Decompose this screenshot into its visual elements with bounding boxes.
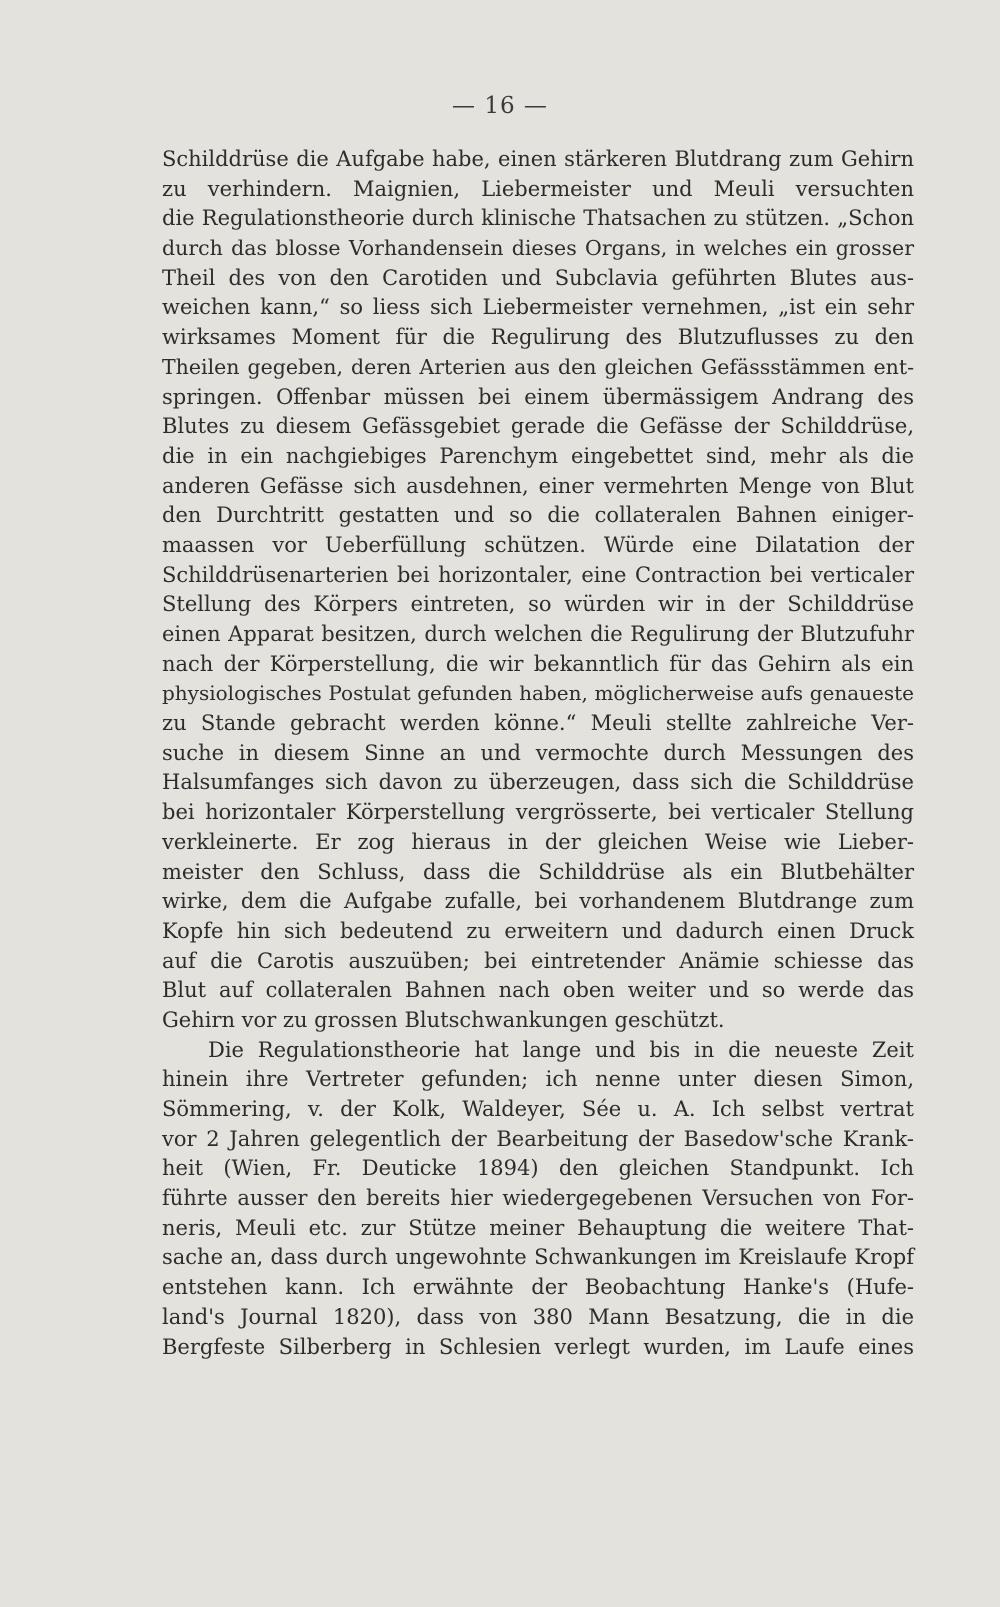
text-line: zu verhindern. Maignien, Liebermeister und Meuli versuchten [162, 176, 914, 201]
text-line: hinein ihre Vertreter gefunden; ich nenne unter diesen Simon, [162, 1067, 914, 1092]
page-number: — 16 — [452, 93, 548, 119]
text-line: weichen kann,“ so liess sich Liebermeister vernehmen, „ist ein sehr [162, 295, 914, 320]
text-line: Theil des von den Carotiden und Subclavia geführten Blutes aus- [162, 265, 914, 290]
text-line: vor 2 Jahren gelegentlich der Bearbeitung der Basedow'sche Krank- [162, 1126, 914, 1151]
text-line: anderen Gefässe sich ausdehnen, einer vermehrten Menge von Blut [162, 473, 914, 498]
text-line: sache an, dass durch ungewohnte Schwankungen im Kreislaufe Kropf [162, 1245, 914, 1270]
text-line: bei horizontaler Körperstellung vergrösserte, bei verticaler Stellung [162, 800, 914, 825]
text-line: verkleinerte. Er zog hieraus in der gleichen Weise wie Lieber- [162, 829, 914, 854]
text-line: Stellung des Körpers eintreten, so würden wir in der Schilddrüse [162, 592, 914, 617]
text-line: die in ein nachgiebiges Parenchym eingebettet sind, mehr als die [162, 443, 914, 468]
body-text [162, 145, 914, 1362]
text-line: Blut auf collateralen Bahnen nach oben weiter und so werde das [162, 978, 914, 1003]
text-line: springen. Offenbar müssen bei einem übermässigem Andrang des [162, 384, 914, 409]
text-line: durch das blosse Vorhandensein dieses Organs, in welches ein grosser [162, 236, 914, 261]
text-line: Blutes zu diesem Gefässgebiet gerade die Gefässe der Schilddrüse, [162, 414, 914, 439]
text-line: wirke, dem die Aufgabe zufalle, bei vorhandenem Blutdrange zum [162, 889, 914, 914]
paragraph-last-line: Gehirn vor zu grossen Blutschwankungen geschützt. [162, 1007, 725, 1032]
text-line: physiologisches Postulat gefunden haben, möglicherweise aufs genaueste [162, 681, 914, 706]
text-line: Schilddrüsenarterien bei horizontaler, eine Contraction bei verticaler [162, 562, 914, 587]
text-line: zu Stande gebracht werden könne.“ Meuli stellte zahlreiche Ver- [162, 711, 914, 736]
text-line: maassen vor Ueberfüllung schützen. Würde eine Dilatation der [162, 532, 914, 557]
text-line: meister den Schluss, dass die Schilddrüse als ein Blutbehälter [162, 859, 914, 884]
text-line: Theilen gegeben, deren Arterien aus den gleichen Gefässstämmen ent- [162, 354, 914, 379]
text-line: die Regulationstheorie durch klinische Thatsachen zu stützen. „Schon [162, 206, 914, 231]
text-line: Halsumfanges sich davon zu überzeugen, dass sich die Schilddrüse [162, 770, 914, 795]
text-line: nach der Körperstellung, die wir bekanntlich für das Gehirn als ein [162, 651, 914, 676]
text-line: einen Apparat besitzen, durch welchen die Regulirung der Blutzufuhr [162, 622, 914, 646]
text-line: führte ausser den bereits hier wiedergegebenen Versuchen von For- [162, 1186, 914, 1211]
text-line: Schilddrüse die Aufgabe habe, einen stärkeren Blutdrang zum Gehirn [162, 147, 914, 171]
paragraph-first-line: Die Regulationstheorie hat lange und bis in die neueste Zeit [208, 1037, 914, 1062]
text-line: suche in diesem Sinne an und vermochte durch Messungen des [162, 740, 914, 765]
text-line: Sömmering, v. der Kolk, Waldeyer, Sée u. A. Ich selbst vertrat [162, 1097, 914, 1121]
text-line: heit (Wien, Fr. Deuticke 1894) den gleichen Standpunkt. Ich [162, 1156, 914, 1181]
text-line: Kopfe hin sich bedeutend zu erweitern und dadurch einen Druck [162, 918, 914, 943]
text-line: entstehen kann. Ich erwähnte der Beobachtung Hanke's (Hufe- [162, 1275, 914, 1300]
text-line: land's Journal 1820), dass von 380 Mann Besatzung, die in die [162, 1304, 914, 1329]
text-line: den Durchtritt gestatten und so die collateralen Bahnen einiger- [162, 503, 914, 528]
text-line: Bergfeste Silberberg in Schlesien verlegt wurden, im Laufe eines [162, 1334, 914, 1359]
text-line: auf die Carotis auszuüben; bei eintretender Anämie schiesse das [162, 948, 914, 973]
text-line: wirksames Moment für die Regulirung des Blutzuflusses zu den [162, 325, 914, 350]
text-line: neris, Meuli etc. zur Stütze meiner Behauptung die weitere That- [162, 1215, 914, 1240]
